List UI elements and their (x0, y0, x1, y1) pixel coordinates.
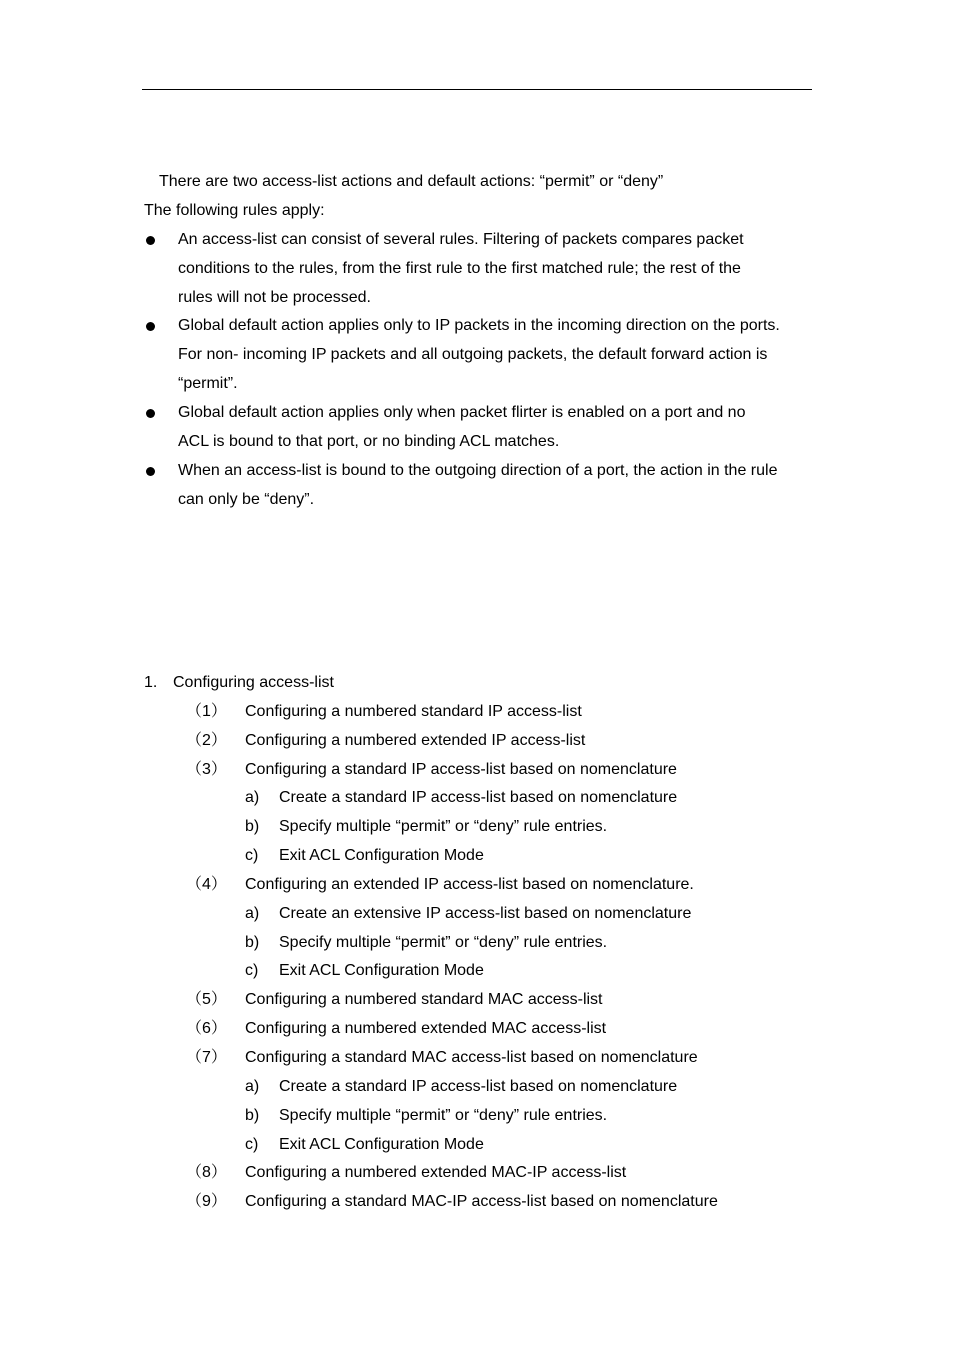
subitem-letter: c) (245, 962, 259, 979)
item-number: （8） (186, 1164, 227, 1181)
item-text: Configuring a numbered extended IP access-list (245, 732, 586, 749)
item-number: （5） (186, 991, 227, 1008)
item-number: （4） (186, 876, 227, 893)
bullet-2-line-2: For non- incoming IP packets and all outgoing packets, the default forward action is (178, 346, 768, 363)
item-text: Configuring a standard MAC access-list based on nomenclature (245, 1049, 698, 1066)
subitem-letter: a) (245, 1078, 260, 1095)
bullet-3-line-2: ACL is bound to that port, or no binding ACL matches. (178, 433, 560, 450)
subitem-text: Create an extensive IP access-list based on nomenclature (279, 905, 692, 922)
item-text: Configuring a numbered standard MAC access-list (245, 991, 603, 1008)
bullet-1-line-1: An access-list can consist of several rules. Filtering of packets compares packet (178, 231, 744, 248)
bullet-dot-icon (146, 467, 155, 476)
item-text: Configuring a standard MAC-IP access-list based on nomenclature (245, 1193, 718, 1210)
subitem-letter: b) (245, 818, 260, 835)
subitem-text: Specify multiple “permit” or “deny” rule entries. (279, 818, 608, 835)
bullet-dot-icon (146, 236, 155, 245)
item-number: （2） (186, 732, 227, 749)
intro-text: There are two access-list actions and default actions: “permit” or “deny” (159, 173, 664, 190)
subitem-letter: c) (245, 847, 259, 864)
item-number: （9） (186, 1193, 227, 1210)
bullet-1-line-3: rules will not be processed. (178, 289, 371, 306)
item-number: （6） (186, 1020, 227, 1037)
item-number: （7） (186, 1049, 227, 1066)
item-text: Configuring a standard IP access-list based on nomenclature (245, 761, 677, 778)
subitem-letter: b) (245, 934, 260, 951)
item-text: Configuring a numbered standard IP access-list (245, 703, 582, 720)
item-text: Configuring an extended IP access-list based on nomenclature. (245, 876, 694, 893)
bullet-2-line-1: Global default action applies only to IP packets in the incoming direction on the ports. (178, 317, 780, 334)
rules-intro: The following rules apply: (144, 202, 325, 219)
subitem-text: Exit ACL Configuration Mode (279, 847, 484, 864)
bullet-2-line-3: “permit”. (178, 375, 238, 392)
subitem-letter: c) (245, 1136, 259, 1153)
subitem-text: Create a standard IP access-list based on nomenclature (279, 789, 678, 806)
subitem-text: Exit ACL Configuration Mode (279, 962, 484, 979)
bullet-1-line-2: conditions to the rules, from the first rule to the first matched rule; the rest of the (178, 260, 741, 277)
section-number: 1. (144, 674, 158, 691)
bullet-4-line-1: When an access-list is bound to the outgoing direction of a port, the action in the rule (178, 462, 778, 479)
header-rule (142, 89, 812, 90)
section-title: Configuring access-list (173, 674, 334, 691)
subitem-letter: a) (245, 905, 260, 922)
subitem-text: Specify multiple “permit” or “deny” rule entries. (279, 934, 608, 951)
bullet-dot-icon (146, 322, 155, 331)
subitem-letter: a) (245, 789, 260, 806)
item-text: Configuring a numbered extended MAC-IP access-list (245, 1164, 627, 1181)
subitem-letter: b) (245, 1107, 260, 1124)
subitem-text: Exit ACL Configuration Mode (279, 1136, 484, 1153)
item-number: （1） (186, 703, 227, 720)
subitem-text: Create a standard IP access-list based on nomenclature (279, 1078, 678, 1095)
bullet-4-line-2: can only be “deny”. (178, 491, 315, 508)
item-number: （3） (186, 761, 227, 778)
bullet-dot-icon (146, 409, 155, 418)
subitem-text: Specify multiple “permit” or “deny” rule entries. (279, 1107, 608, 1124)
item-text: Configuring a numbered extended MAC access-list (245, 1020, 607, 1037)
bullet-3-line-1: Global default action applies only when packet flirter is enabled on a port and no (178, 404, 746, 421)
